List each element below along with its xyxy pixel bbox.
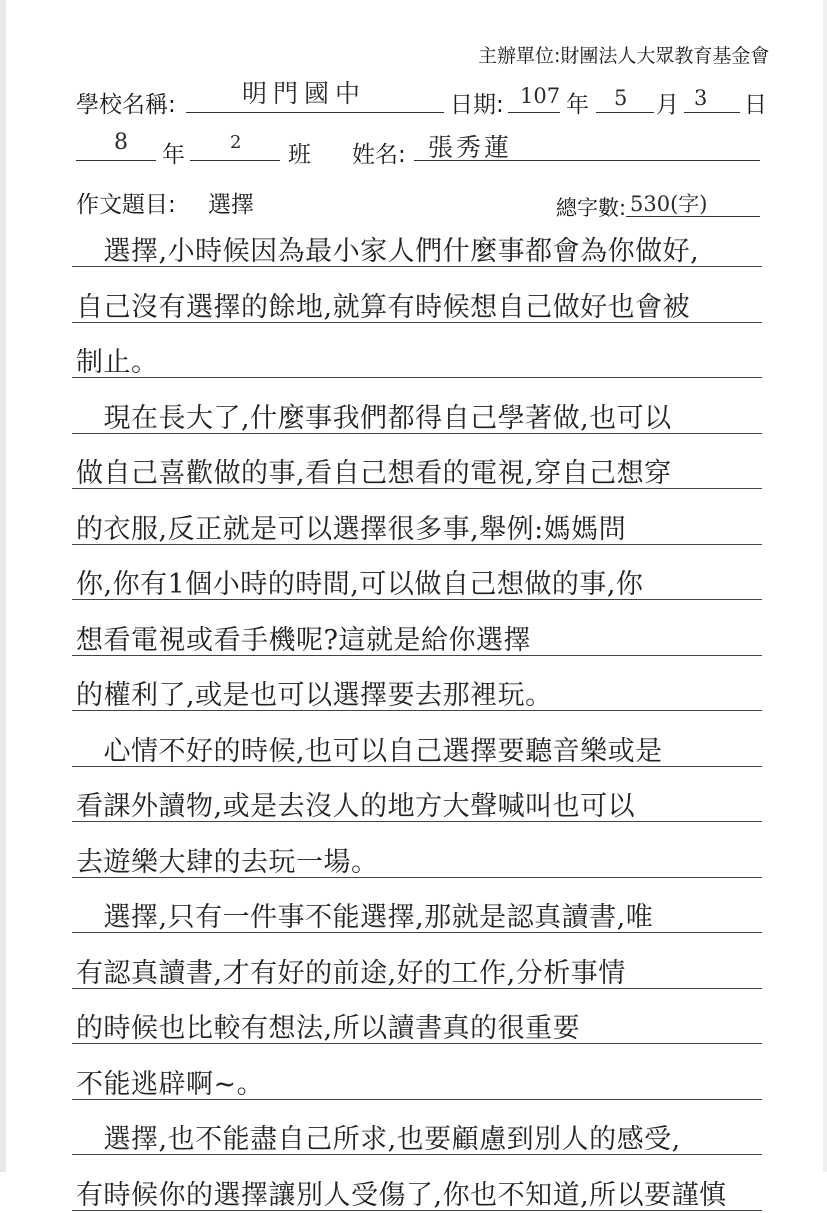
school-label: 學校名稱: bbox=[76, 92, 176, 118]
essay-line: 選擇,也不能盡自己所求,也要顧慮到別人的感受, bbox=[76, 1124, 681, 1155]
scan-edge-left bbox=[0, 0, 6, 1172]
name-value: 張秀蓮 bbox=[428, 133, 513, 162]
essay-line: 看課外讀物,或是去沒人的地方大聲喊叫也可以 bbox=[76, 791, 636, 822]
organizer-text: 主辦單位:財團法人大眾教育基金會 bbox=[478, 45, 770, 67]
scan-edge-right bbox=[823, 0, 827, 1172]
essay-line: 有時候你的選擇讓別人受傷了,你也不知道,所以要謹慎 bbox=[76, 1180, 727, 1211]
essay-line: 想看電視或看手機呢?這就是給你選擇 bbox=[76, 625, 531, 656]
class-value: 2 bbox=[230, 132, 242, 153]
day-underline bbox=[684, 112, 740, 113]
grade-value: 8 bbox=[114, 130, 128, 155]
essay-line: 現在長大了,什麼事我們都得自己學著做,也可以 bbox=[76, 403, 672, 434]
essay-line: 不能逃辟啊~。 bbox=[76, 1069, 265, 1100]
school-underline bbox=[186, 112, 444, 113]
date-label: 日期: bbox=[450, 92, 504, 118]
name-label: 姓名: bbox=[352, 142, 406, 168]
essay-line: 有認真讀書,才有好的前途,好的工作,分析事情 bbox=[76, 958, 626, 989]
class-underline bbox=[190, 160, 280, 161]
essay-line: 的衣服,反正就是可以選擇很多事,舉例:媽媽問 bbox=[76, 514, 627, 545]
class-label: 班 bbox=[288, 142, 311, 168]
date-month-value: 5 bbox=[614, 86, 628, 110]
day-label: 日 bbox=[744, 92, 767, 118]
essay-line: 自己沒有選擇的餘地,就算有時候想自己做好也會被 bbox=[76, 292, 691, 323]
school-value: 明門國中 bbox=[242, 79, 367, 108]
essay-line: 心情不好的時候,也可以自己選擇要聽音樂或是 bbox=[76, 736, 663, 767]
essay-line: 的時候也比較有想法,所以讀書真的很重要 bbox=[76, 1013, 581, 1044]
essay-line: 的權利了,或是也可以選擇要去那裡玩。 bbox=[76, 680, 553, 711]
essay-line: 去遊樂大肆的去玩一場。 bbox=[76, 847, 379, 878]
essay-line: 選擇,小時候因為最小家人們什麼事都會為你做好, bbox=[76, 236, 700, 267]
topic-label: 作文題目: bbox=[76, 192, 176, 218]
wordcount-value: 530(字) bbox=[630, 192, 708, 216]
date-day-value: 3 bbox=[694, 86, 708, 110]
month-underline bbox=[596, 112, 654, 113]
month-label: 月 bbox=[656, 92, 679, 118]
essay-line: 你,你有1個小時的時間,可以做自己想做的事,你 bbox=[76, 569, 644, 600]
grade-underline bbox=[76, 160, 156, 161]
year-label: 年 bbox=[566, 92, 589, 118]
topic-value: 選擇 bbox=[208, 192, 254, 218]
essay-line: 選擇,只有一件事不能選擇,那就是認真讀書,唯 bbox=[76, 902, 654, 933]
year-underline bbox=[508, 112, 560, 113]
grade-label: 年 bbox=[162, 142, 185, 168]
date-year-value: 107 bbox=[520, 84, 561, 108]
essay-line: 做自己喜歡做的事,看自己想看的電視,穿自己想穿 bbox=[76, 458, 672, 489]
essay-line: 制止。 bbox=[76, 347, 159, 378]
wordcount-label: 總字數: bbox=[556, 196, 627, 220]
